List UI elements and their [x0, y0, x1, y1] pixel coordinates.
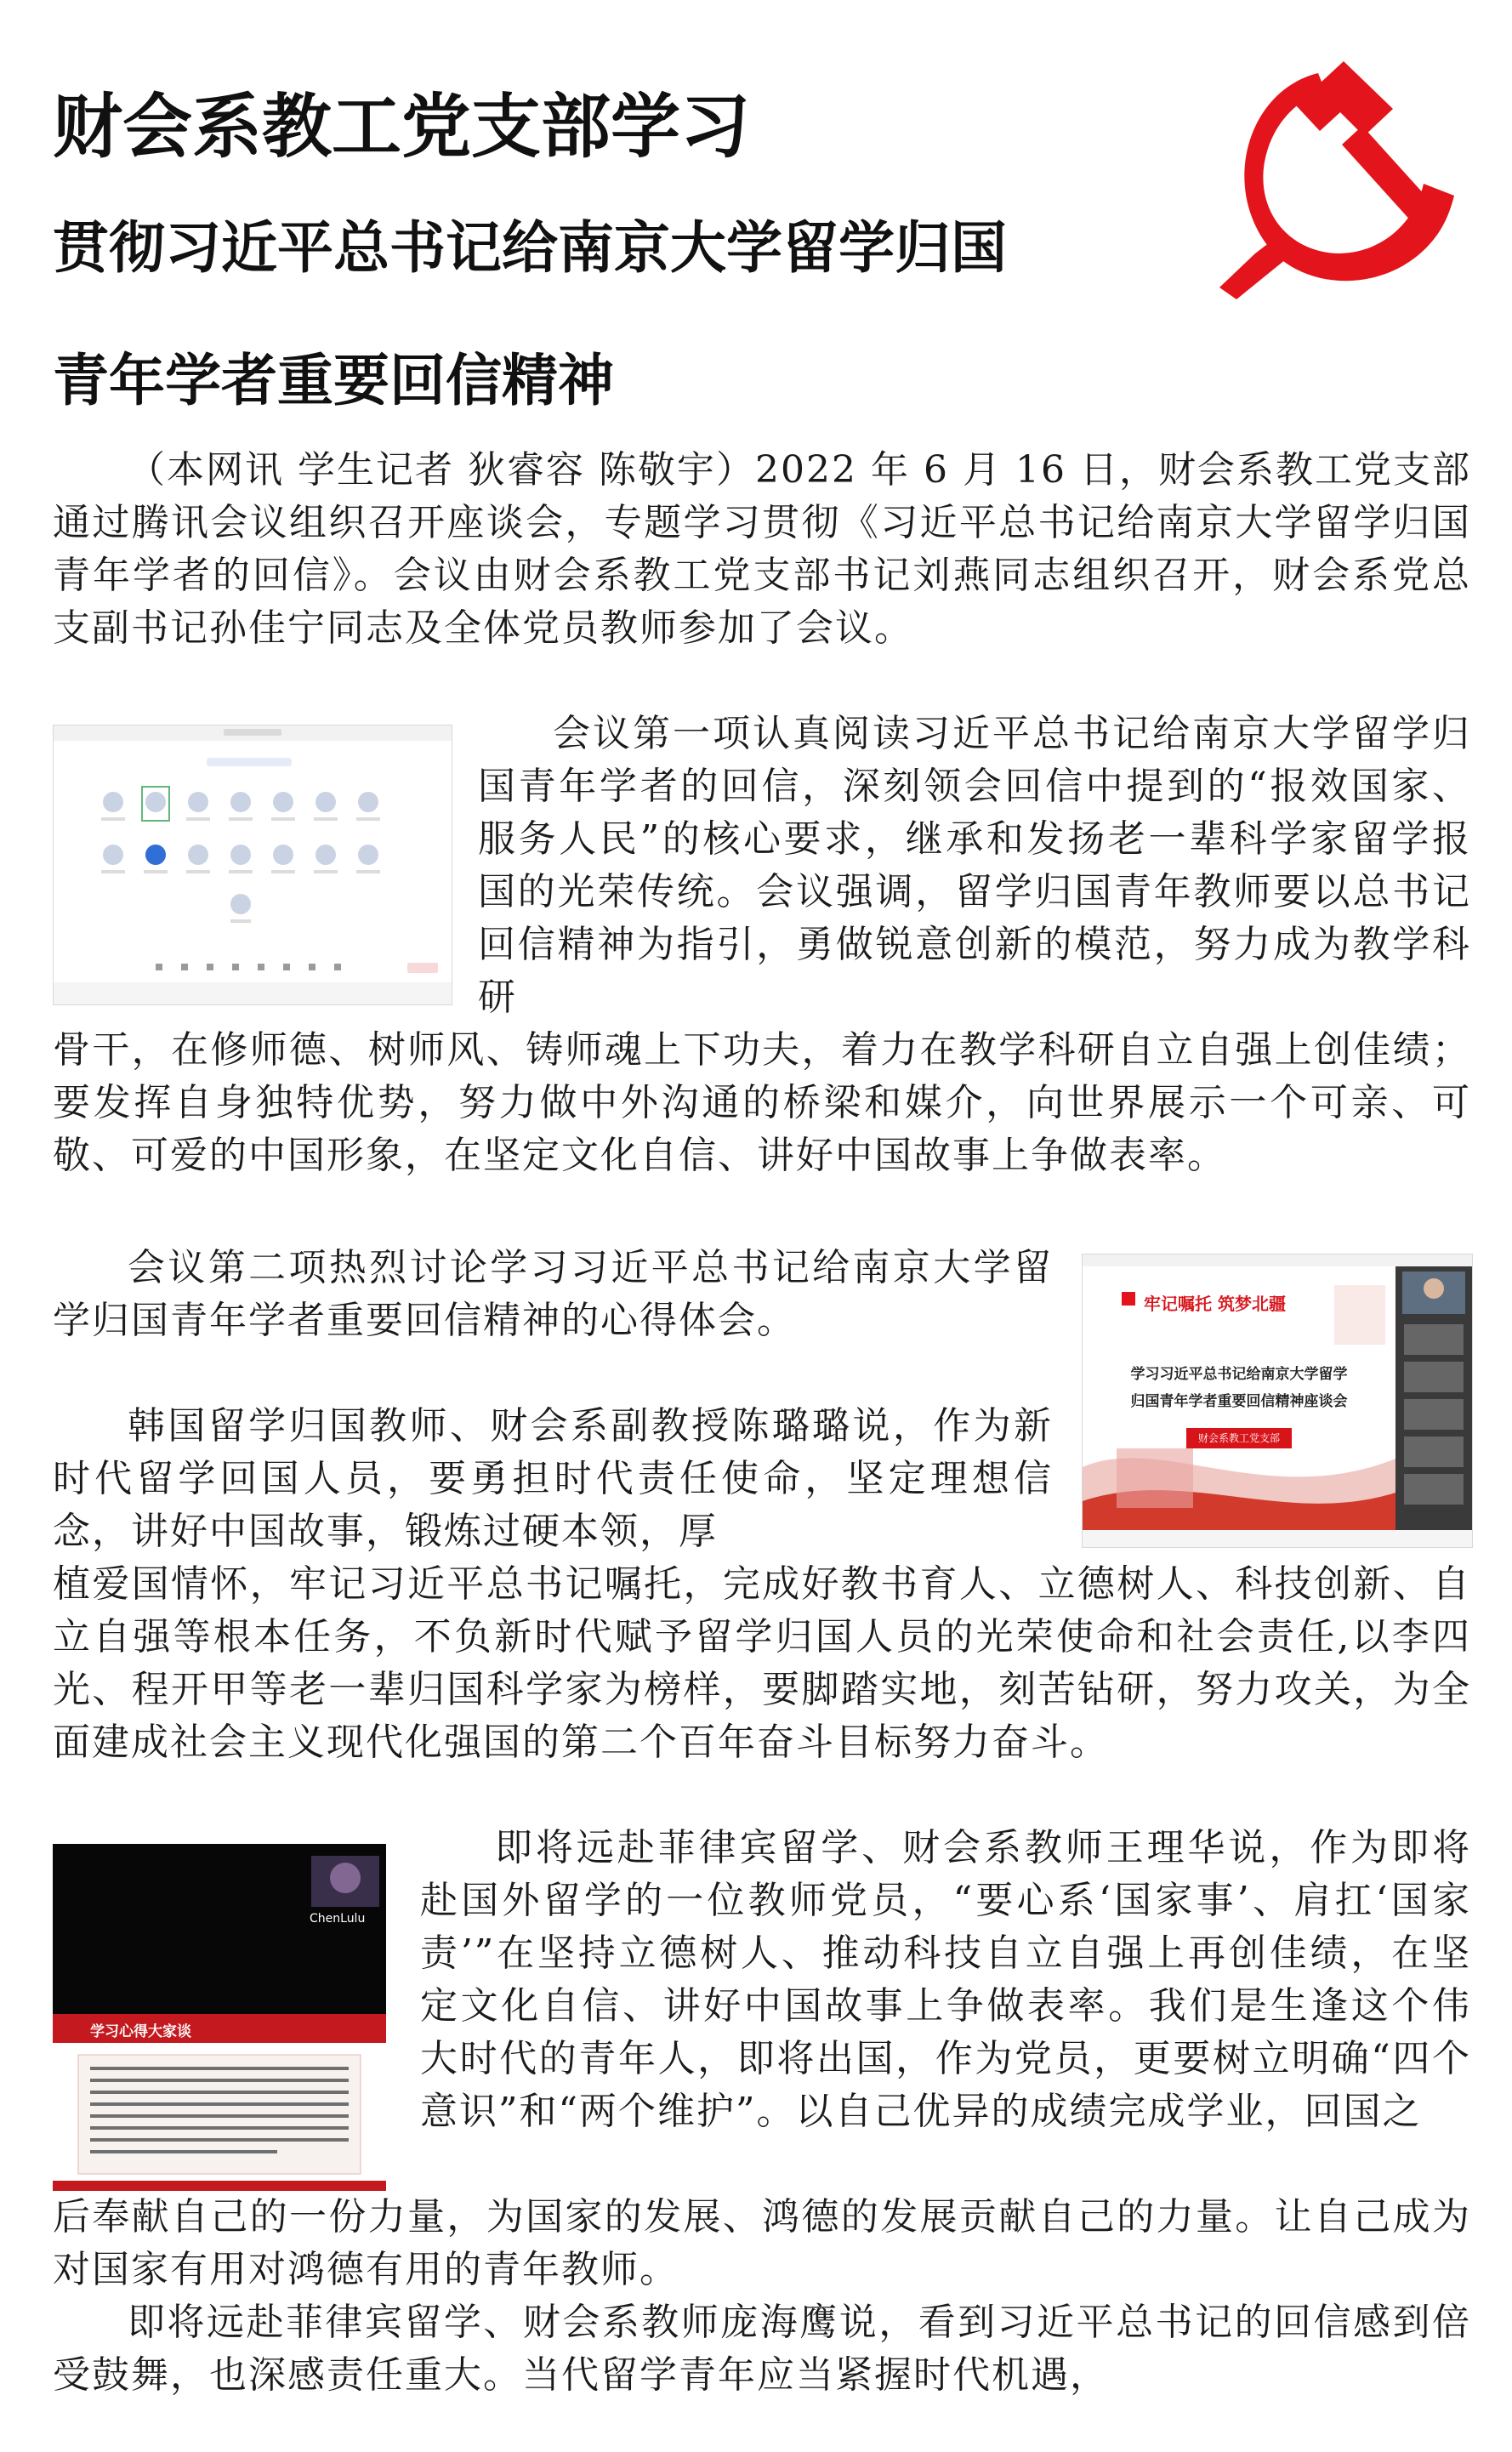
page-subtitle-line-2: 青年学者重要回信精神 [53, 348, 614, 413]
article-paragraph-5: 即将远赴菲律宾留学、财会系教师王理华说，作为即将赴国外留学的一位教师党员，“要心系‘国家事’、肩扛‘国家责’”在坚持立德树人、推动科技自立自强上再创佳绩，在坚定文化自信、讲好中国故事上争做表率。我们是生逢这个伟大时代的青年人，即将出国，作为党员，更要树立明确“四个意识”和“两个维护”。以自己优异的成绩完成学业，回国之 [420, 1826, 1471, 2133]
article-paragraph-4: 韩国留学归国教师、财会系副教授陈璐璐说，作为新时代留学回国人员，要勇担时代责任使命，坚定理想信念，讲好中国故事，锻炼过硬本领，厚 [53, 1404, 1053, 1553]
page-title: 财会系教工党支部学习 [53, 87, 751, 168]
slide-org-badge: 财会系教工党支部 [1186, 1428, 1292, 1448]
slide-banner-text: 牢记嘱托 筑梦北疆 [1144, 1294, 1286, 1314]
slide-heading: 学习心得大家谈 [90, 2023, 191, 2040]
article-paragraph-4-continued: 植爱国情怀，牢记习近平总书记嘱托，完成好教书育人、立德树人、科技创新、自立自强等根本任务，不负新时代赋予留学归国人员的光荣使命和社会责任,以李四光、程开甲等老一辈归国科学家为榜样，要脚踏实地，刻苦钻研，努力攻关，为全面建成社会主义现代化强国的第二个百年奋斗目标努力奋斗。 [53, 1562, 1471, 1764]
page-subtitle-line-1: 贯彻习近平总书记给南京大学留学归国 [53, 215, 1007, 281]
study-experience-slide-photo [53, 1844, 386, 2191]
participant-name-label: ChenLulu [310, 1912, 366, 1926]
slide-title-line-2: 归国青年学者重要回信精神座谈会 [1130, 1393, 1348, 1410]
article-paragraph-1: （本网讯 学生记者 狄睿容 陈敬宇）2022 年 6 月 16 日，财会系教工党支部通过腾讯会议组织召开座谈会，专题学习贯彻《习近平总书记给南京大学留学归国青年学者的回信》。会议由财会系教工党支部书记刘燕同志组织召开，财会系党总支副书记孙佳宁同志及全体党员教师参加了会议。 [53, 448, 1471, 650]
article-paragraph-3: 会议第二项热烈讨论学习习近平总书记给南京大学留学归国青年学者重要回信精神的心得体会。 [53, 1246, 1053, 1342]
article-paragraph-2: 会议第一项认真阅读习近平总书记给南京大学留学归国青年学者的回信，深刻领会回信中提到的“报效国家、服务人民”的核心要求，继承和发扬老一辈科学家留学报国的光荣传统。会议强调，留学归国青年教师要以总书记回信精神为指引，勇做锐意创新的模范，努力成为教学科研 [478, 712, 1471, 1019]
article-paragraph-2-continued: 骨干，在修师德、树师风、铸师魂上下功夫，着力在教学科研自立自强上创佳绩；要发挥自身独特优势，努力做中外沟通的桥梁和媒介，向世界展示一个可亲、可敬、可爱的中国形象，在坚定文化自信、讲好中国故事上争做表率。 [53, 1028, 1471, 1177]
slide-title-line-1: 学习习近平总书记给南京大学留学 [1130, 1366, 1348, 1383]
hammer-and-sickle-icon [1214, 56, 1461, 303]
meeting-screenshot-photo [53, 725, 452, 1005]
article-paragraph-6: 即将远赴菲律宾留学、财会系教师庞海鹰说，看到习近平总书记的回信感到倍受鼓舞，也深感责任重大。当代留学青年应当紧握时代机遇， [53, 2301, 1471, 2397]
meeting-title-slide-photo [1082, 1254, 1473, 1548]
article-paragraph-5-continued: 后奉献自己的一份力量，为国家的发展、鸿德的发展贡献自己的力量。让自己成为对国家有用对鸿德有用的青年教师。 [53, 2195, 1471, 2291]
